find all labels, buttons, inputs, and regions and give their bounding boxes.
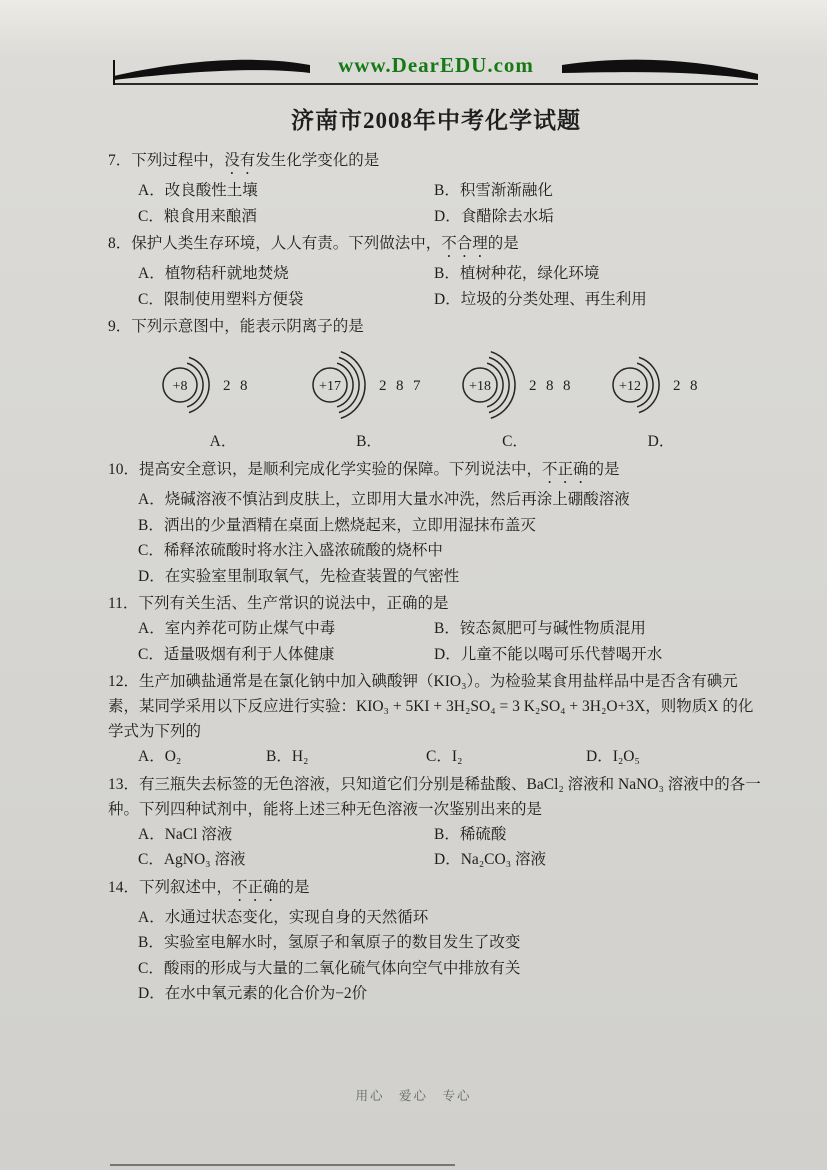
option-c: C．酸雨的形成与大量的二氧化硫气体向空气中排放有关 bbox=[138, 959, 521, 977]
question-number: 13． bbox=[108, 775, 140, 793]
question-8 bbox=[108, 231, 764, 312]
stem-segment: 下列有关生活、生产常识的说法中，正确的是 bbox=[138, 595, 449, 612]
option-c: C．粮食用来酿酒 bbox=[138, 207, 257, 225]
option-c: C．限制使用塑料方便袋 bbox=[138, 290, 304, 308]
stem-segment: 生产加碘盐通常是在氯化钠中加入碘酸钾（KIO₃）。为检验某食用盐样品中是否含有碘元素，某同学采用以下反应进行实验：KIO₃ + 5KI + 3H₂SO₄ = 3 K₂SO₄ + 3H₂O+3X，则物质X 的化学式为下列的 bbox=[108, 673, 754, 740]
stem-segment: 保护人类生存环境，人人有责。下列做法中， bbox=[131, 235, 442, 252]
question-number: 7． bbox=[108, 152, 132, 169]
site-banner bbox=[112, 52, 760, 90]
question-7-options bbox=[138, 178, 764, 229]
stem-segment: 下列示意图中，能表示阴离子的是 bbox=[131, 318, 364, 335]
option-c: C．I₂ bbox=[426, 748, 463, 765]
svg-text:8: 8 bbox=[563, 378, 571, 394]
svg-text:2: 2 bbox=[529, 378, 537, 394]
atom-diagram-b bbox=[300, 343, 450, 427]
option-a: A．NaCl 溶液 bbox=[138, 825, 233, 843]
svg-text:+8: +8 bbox=[172, 379, 188, 394]
option-b: B．积雪渐渐融化 bbox=[434, 182, 553, 199]
option-a: A．O₂ bbox=[138, 748, 182, 765]
option-b: B．稀硫酸 bbox=[434, 825, 507, 843]
question-9 bbox=[108, 314, 764, 451]
question-14-options bbox=[138, 905, 764, 1007]
svg-text:2: 2 bbox=[673, 378, 681, 394]
option-a: A．植物秸秆就地焚烧 bbox=[138, 265, 289, 282]
question-7 bbox=[108, 148, 764, 229]
question-number: 8． bbox=[108, 235, 132, 252]
stem-segment: 下列过程中， bbox=[131, 152, 225, 169]
diagram-label-d: D． bbox=[647, 433, 675, 450]
svg-text:8: 8 bbox=[240, 378, 248, 394]
question-number: 14． bbox=[108, 878, 140, 896]
option-d: D．食醋除去水垢 bbox=[434, 207, 554, 225]
question-7-stem bbox=[108, 148, 764, 178]
option-a: A．改良酸性土壤 bbox=[138, 182, 258, 199]
question-11-stem bbox=[108, 591, 764, 616]
option-a: A．烧碱溶液不慎沾到皮肤上，立即用大量水冲洗，然后再涂上硼酸溶液 bbox=[138, 491, 630, 508]
option-d: D．垃圾的分类处理、再生利用 bbox=[434, 290, 647, 308]
question-number: 11． bbox=[108, 595, 139, 612]
option-d: D．Na₂CO₃ 溶液 bbox=[434, 851, 546, 868]
site-url: www.DearEDU.com bbox=[338, 53, 534, 77]
stem-segment: 有三瓶失去标签的无色溶液，只知道它们分别是稀盐酸、BaCl₂ 溶液和 NaNO₃ 溶液中的各一种。下列四种试剂中，能将上述三种无色溶液一次鉴别出来的是 bbox=[108, 775, 761, 818]
option-a: A．室内养花可防止煤气中毒 bbox=[138, 620, 336, 637]
stem-segment: 的是 bbox=[487, 235, 519, 252]
question-number: 12． bbox=[108, 673, 140, 690]
option-d: D．在实验室里制取氧气，先检查装置的气密性 bbox=[138, 567, 460, 585]
option-c: C．适量吸烟有利于人体健康 bbox=[138, 645, 335, 663]
question-13 bbox=[108, 772, 764, 873]
question-11 bbox=[108, 591, 764, 667]
atom-diagram-d bbox=[600, 343, 750, 427]
page-title: 济南市2008年中考化学试题 bbox=[291, 108, 581, 133]
svg-text:+12: +12 bbox=[619, 379, 641, 394]
stem-segment: 的是 bbox=[278, 878, 310, 896]
question-13-stem bbox=[108, 772, 764, 822]
diagram-label-a: A． bbox=[209, 433, 237, 450]
svg-text:7: 7 bbox=[413, 378, 421, 394]
page-footer: 用心 爱心 专心 bbox=[355, 1089, 472, 1103]
option-b: B．植树种花，绿化环境 bbox=[434, 265, 600, 282]
atom-diagrams bbox=[150, 343, 734, 427]
svg-text:2: 2 bbox=[379, 378, 387, 394]
stem-segment: 的是 bbox=[588, 461, 620, 478]
atom-diagram-c bbox=[450, 343, 600, 427]
question-12-stem bbox=[108, 669, 764, 744]
atom-diagram-labels bbox=[150, 429, 734, 451]
question-number: 10． bbox=[108, 461, 140, 478]
svg-text:+18: +18 bbox=[469, 379, 491, 394]
svg-text:+17: +17 bbox=[319, 379, 341, 394]
svg-text:8: 8 bbox=[396, 378, 404, 394]
question-12 bbox=[108, 669, 764, 770]
question-10-stem bbox=[108, 457, 764, 487]
option-b: B．洒出的少量酒精在桌面上燃烧起来，立即用湿抹布盖灭 bbox=[138, 516, 536, 534]
svg-text:8: 8 bbox=[690, 378, 698, 394]
option-d: D．I₂O₅ bbox=[586, 748, 640, 765]
option-b: B．铵态氮肥可与碱性物质混用 bbox=[434, 620, 646, 637]
option-c: C．AgNO₃ 溶液 bbox=[138, 851, 246, 868]
stem-segment: 发生化学变化的是 bbox=[255, 152, 380, 169]
option-d: D．在水中氧元素的化合价为−2价 bbox=[138, 985, 368, 1002]
stem-emphasis: 不正确 bbox=[542, 461, 589, 478]
question-8-stem bbox=[108, 231, 764, 261]
question-12-options bbox=[138, 744, 764, 770]
stem-emphasis: 没有 bbox=[224, 152, 256, 169]
svg-text:2: 2 bbox=[223, 378, 231, 394]
option-b: B．实验室电解水时，氢原子和氧原子的数目发生了改变 bbox=[138, 934, 521, 951]
option-c: C．稀释浓硫酸时将水注入盛浓硫酸的烧杯中 bbox=[138, 542, 443, 559]
question-number: 9． bbox=[108, 318, 132, 335]
stem-segment: 下列叙述中， bbox=[139, 878, 233, 896]
diagram-label-b: B． bbox=[356, 433, 382, 450]
svg-text:8: 8 bbox=[546, 378, 554, 394]
question-8-options bbox=[138, 261, 764, 312]
option-a: A．水通过状态变化，实现自身的天然循环 bbox=[138, 908, 429, 926]
option-b: B．H₂ bbox=[266, 748, 309, 765]
scan-edge-artifact bbox=[110, 1164, 455, 1166]
question-10 bbox=[108, 457, 764, 589]
stem-emphasis: 不合理 bbox=[441, 235, 488, 252]
option-d: D．儿童不能以喝可乐代替喝开水 bbox=[434, 645, 663, 663]
question-14-stem bbox=[108, 875, 764, 905]
question-13-options bbox=[138, 822, 764, 873]
atom-diagram-a bbox=[150, 343, 300, 427]
exam-page bbox=[108, 102, 764, 1009]
stem-segment: 提高安全意识，是顺利完成化学实验的保障。下列说法中， bbox=[139, 461, 543, 478]
question-11-options bbox=[138, 616, 764, 667]
diagram-label-c: C． bbox=[502, 433, 528, 450]
question-10-options bbox=[138, 487, 764, 589]
question-9-stem bbox=[108, 314, 764, 339]
question-14 bbox=[108, 875, 764, 1007]
stem-emphasis: 不正确 bbox=[232, 878, 279, 896]
